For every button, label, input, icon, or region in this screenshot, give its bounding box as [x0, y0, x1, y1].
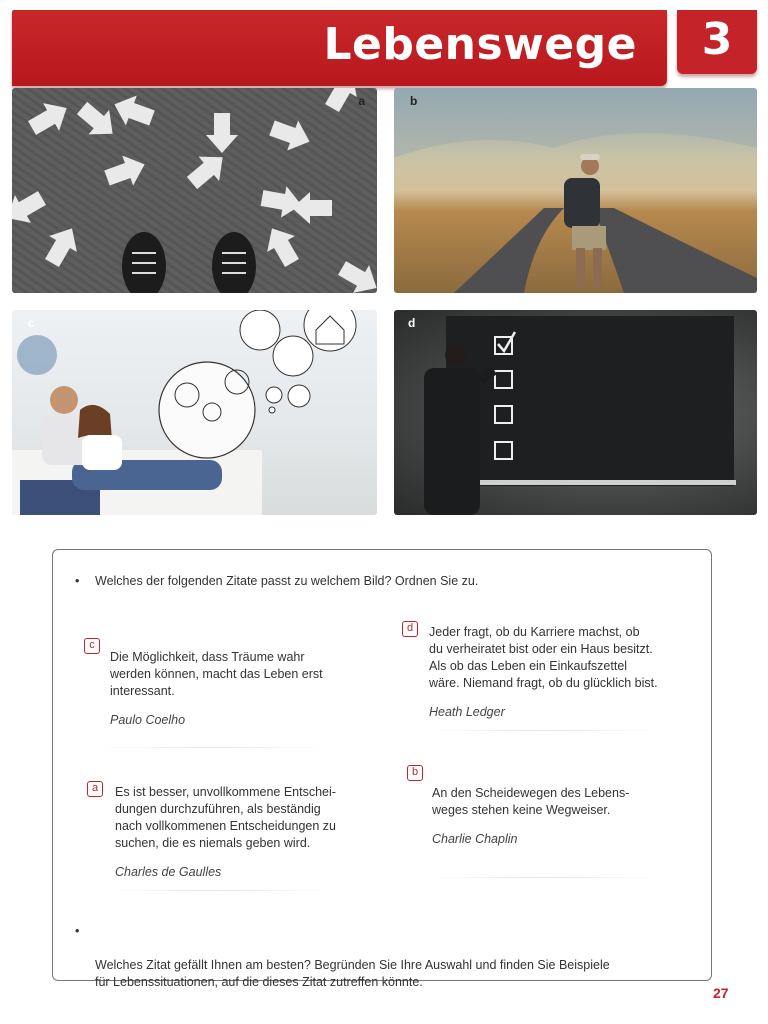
quote-1-text: Die Möglichkeit, dass Träume wahr werden können, macht das Leben erst interessant.	[110, 650, 323, 698]
dreaming-couple-illustration	[12, 310, 377, 515]
divider	[93, 747, 333, 748]
quote-4-author: Charlie Chaplin	[432, 832, 518, 846]
checklist-board-illustration	[394, 310, 757, 515]
answer-box-quote-2[interactable]: d	[402, 621, 418, 637]
task-box	[52, 549, 712, 989]
crossroads-illustration	[394, 88, 757, 293]
quote-1-author: Paulo Coelho	[110, 713, 186, 727]
chapter-banner	[12, 10, 667, 86]
instruction-2-text: Welches Zitat gefällt Ihnen am besten? Begründen Sie Ihre Auswahl und finden Sie Beispiele für Lebenssituationen, auf die dieses Zitat zutreffen könnte.	[95, 958, 610, 989]
photo-label-c: c	[28, 316, 35, 330]
instruction-1-text: Welches der folgenden Zitate passt zu welchem Bild? Ordnen Sie zu.	[95, 574, 479, 588]
photo-c-dreams	[12, 310, 377, 515]
photo-d-checklist	[394, 310, 757, 515]
quote-3-author: Charles de Gaulles	[115, 865, 222, 879]
quote-3-text: Es ist besser, unvollkommene Entschei- dungen durchzuführen, als beständig nach vollkommenen Entscheidungen zu suchen, die es niemals geben wird.	[115, 785, 336, 850]
photo-label-a: a	[358, 94, 365, 108]
divider	[423, 730, 663, 731]
quote-4-text: An den Scheidewegen des Lebens- weges stehen keine Wegweiser.	[432, 786, 630, 817]
photo-b-crossroads	[394, 88, 757, 293]
divider	[98, 890, 338, 891]
page-title: Lebenswege	[323, 19, 637, 70]
chapter-number: 3	[701, 14, 733, 65]
answer-box-quote-4[interactable]: b	[407, 765, 423, 781]
quote-2	[429, 624, 699, 721]
page-number: 27	[713, 985, 729, 1001]
answer-box-quote-3[interactable]: a	[87, 781, 103, 797]
photo-label-b: b	[410, 94, 418, 108]
photo-a-arrows	[12, 88, 377, 293]
quote-2-text: Jeder fragt, ob du Karriere machst, ob du verheiratet bist oder ein Haus besitzt. Als ob das Leben ein Einkaufszettel wäre. Niemand fragt, ob du glücklich bist.	[429, 625, 658, 690]
quote-1	[110, 649, 370, 729]
instruction-2: • Welches Zitat gefällt Ihnen am besten? Begründen Sie Ihre Auswahl und finden Sie Beispiele für Lebenssituationen, auf die dieses Zitat zutreffen könnte.	[75, 924, 610, 989]
quote-3	[115, 784, 385, 881]
chapter-number-box	[677, 10, 757, 74]
instruction-1: • Welches der folgenden Zitate passt zu welchem Bild? Ordnen Sie zu.	[75, 574, 479, 588]
arrows-illustration	[12, 88, 377, 293]
quote-4	[432, 785, 692, 848]
photo-label-d: d	[408, 316, 416, 330]
quote-2-author: Heath Ledger	[429, 705, 505, 719]
hiker	[564, 154, 606, 288]
divider	[423, 877, 663, 878]
answer-box-quote-1[interactable]: c	[84, 638, 100, 654]
